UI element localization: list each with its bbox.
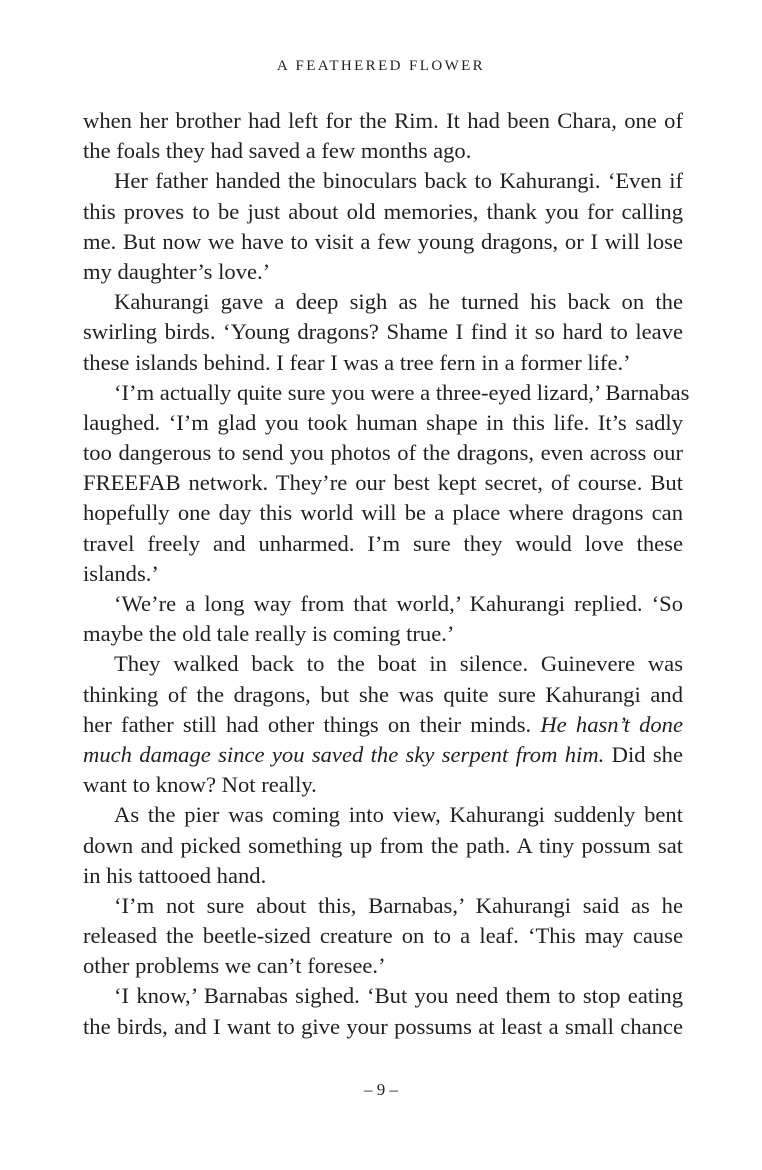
italic-run: He hasn’t done [540, 711, 683, 737]
text-line: ‘I’m not sure about this, Barnabas,’ Kahurangi said as he [114, 892, 683, 918]
text-line: me. But now we have to visit a few young dragons, or I will lose [83, 228, 683, 254]
text-line: the foals they had saved a few months ago. [83, 138, 472, 164]
text-line: They walked back to the boat in silence. Guinevere was [114, 651, 683, 677]
text-line: this proves to be just about old memories, thank you for calling [83, 198, 683, 224]
text-line: down and picked something up from the path. A tiny possum sat [83, 832, 683, 858]
text-line: these islands behind. I fear I was a tree fern in a former life.’ [83, 349, 631, 375]
running-head: A FEATHERED FLOWER [276, 58, 486, 74]
text-line: other problems we can’t foresee.’ [83, 953, 386, 979]
text-line: laughed. ‘I’m glad you took human shape in this life. It’s sadly [83, 409, 683, 435]
text-line: too dangerous to send you photos of the dragons, even across our [83, 440, 683, 466]
text-line: released the beetle-sized creature on to a leaf. ‘This may cause [83, 923, 683, 949]
text-run: Did she [611, 741, 683, 767]
page-number: – 9 – [364, 1080, 398, 1099]
text-line: swirling birds. ‘Young dragons? Shame I find it so hard to leave [83, 319, 683, 345]
text-line: Her father handed the binoculars back to Kahurangi. ‘Even if [114, 168, 683, 194]
text-line: my daughter’s love.’ [83, 258, 271, 284]
text-line: FREEFAB network. They’re our best kept secret, of course. But [83, 470, 683, 496]
text-line: ‘I’m actually quite sure you were a three-eyed lizard,’ Barnabas [114, 379, 690, 405]
text-line: ‘I know,’ Barnabas sighed. ‘But you need them to stop eating [114, 983, 683, 1009]
text-line: thinking of the dragons, but she was quite sure Kahurangi and [83, 681, 683, 707]
text-line: travel freely and unharmed. I’m sure they would love these [83, 530, 683, 556]
italic-run: much damage since you saved the sky serpent from him. [83, 741, 605, 767]
body-text [83, 106, 690, 1042]
text-line [83, 710, 683, 740]
text-line: the birds, and I want to give your possums at least a small chance [83, 1013, 683, 1039]
text-line: when her brother had left for the Rim. It had been Chara, one of [83, 108, 683, 133]
text-line: want to know? Not really. [83, 772, 317, 798]
text-line: As the pier was coming into view, Kahurangi suddenly bent [114, 802, 683, 828]
text-run: her father still had other things on their minds. [83, 711, 532, 737]
text-line: ‘We’re a long way from that world,’ Kahurangi replied. ‘So [114, 591, 683, 616]
text-line: Kahurangi gave a deep sigh as he turned his back on the [114, 289, 683, 315]
text-line: islands.’ [83, 560, 159, 586]
text-line [83, 740, 683, 770]
text-line: maybe the old tale really is coming true.’ [83, 621, 455, 647]
text-line: hopefully one day this world will be a place where dragons can [83, 500, 683, 526]
text-line: in his tattooed hand. [83, 862, 267, 888]
